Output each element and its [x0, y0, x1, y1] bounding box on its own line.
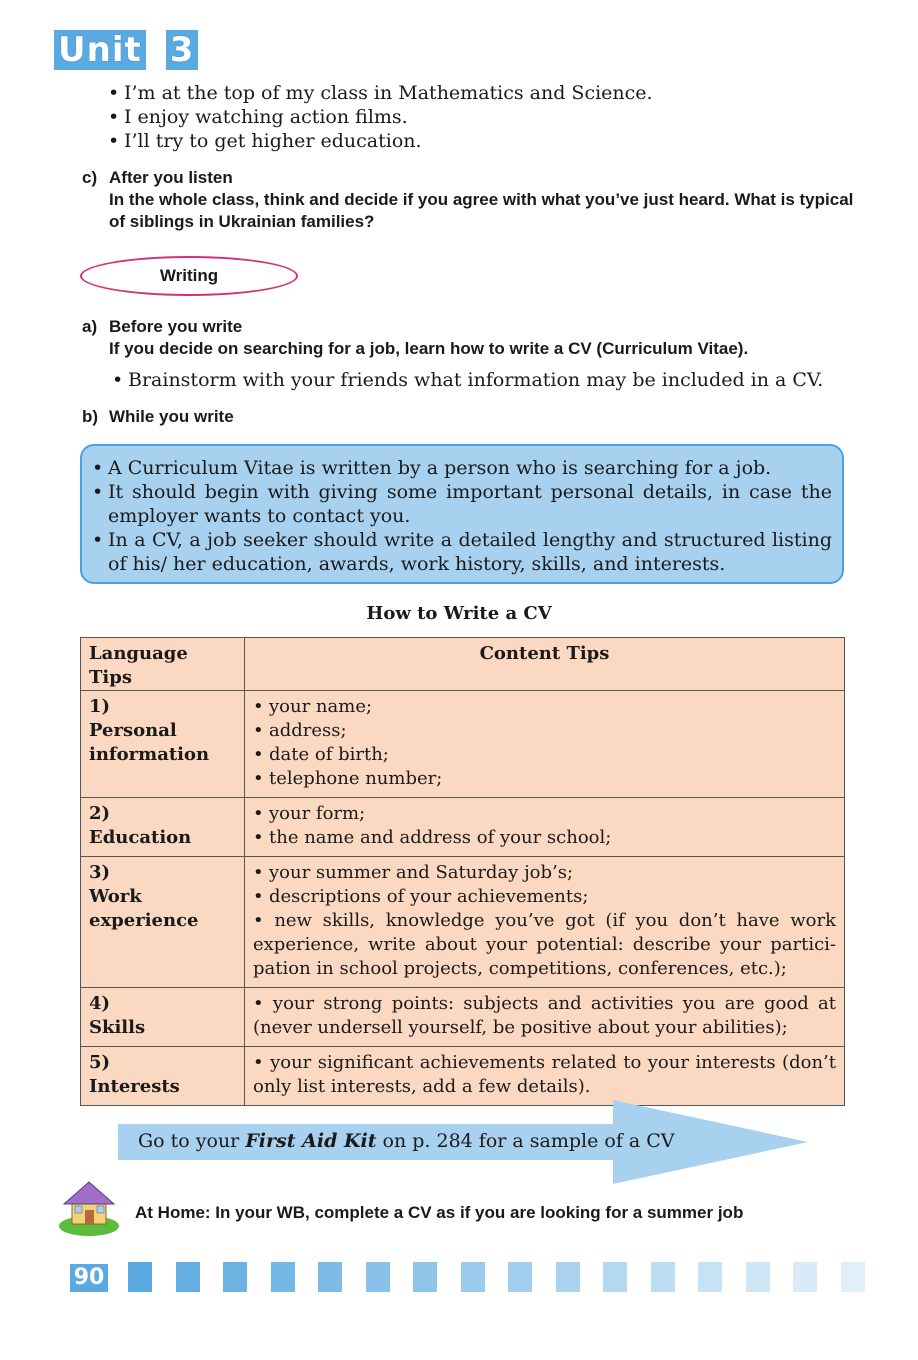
footer-square — [223, 1262, 247, 1292]
cv-tips-table — [80, 637, 845, 1106]
footer-square — [176, 1262, 200, 1292]
row-label: Personal information — [89, 720, 210, 765]
footer-square — [508, 1262, 532, 1292]
list-item: • your name; — [253, 695, 836, 719]
footer-square — [461, 1262, 485, 1292]
note-prefix: Go to your — [138, 1130, 246, 1152]
list-item: • your form; — [253, 802, 836, 826]
footer-square — [556, 1262, 580, 1292]
list-item: • the name and address of your school; — [253, 826, 836, 850]
footer-square — [271, 1262, 295, 1292]
row-content-cell — [245, 857, 845, 988]
footer-square — [698, 1262, 722, 1292]
row-content-cell — [245, 1047, 845, 1106]
row-number: 5) — [89, 1052, 111, 1073]
table-row — [81, 691, 845, 798]
section-text: If you decide on searching for a job, learn how to write a CV (Curriculum Vitae). — [109, 339, 749, 358]
at-home-task: At Home: In your WB, complete a CV as if you are looking for a summer job — [135, 1203, 744, 1222]
column-header-content-tips: Content Tips — [245, 638, 845, 691]
row-label: Skills — [89, 1017, 146, 1038]
table-row — [81, 988, 845, 1047]
list-item: • telephone number; — [253, 767, 836, 791]
list-item-wrapped: • your significant achievements related to your interests (don’t only list interests, add a few details). — [253, 1052, 836, 1097]
section-title: After you listen — [109, 168, 233, 187]
footer-square — [841, 1262, 865, 1292]
row-label-cell — [81, 988, 245, 1047]
list-item: • I’ll try to get higher education. — [108, 129, 653, 153]
list-item: • your summer and Saturday job’s; — [253, 861, 836, 885]
row-label: Interests — [89, 1076, 180, 1097]
note-emphasis: First Aid Kit — [245, 1130, 377, 1152]
writing-label: Writing — [159, 266, 219, 285]
unit-label: Unit — [54, 30, 146, 70]
page-number: 90 — [70, 1264, 108, 1292]
list-item: • Brainstorm with your friends what information may be included in a CV. — [112, 368, 823, 392]
list-item: • It should begin with giving some important personal details, in case the employer wants to contact you. — [92, 480, 832, 528]
row-number: 3) — [89, 862, 111, 883]
unit-number: 3 — [166, 30, 199, 70]
list-item: • I enjoy watching action films. — [108, 105, 653, 129]
unit-header — [54, 30, 198, 70]
footer-square — [603, 1262, 627, 1292]
writing-heading — [80, 256, 298, 296]
table-title: How to Write a CV — [366, 603, 552, 624]
footer-square — [793, 1262, 817, 1292]
row-label-cell — [81, 857, 245, 988]
section-marker: a) — [82, 317, 98, 336]
footer-square — [413, 1262, 437, 1292]
section-text: In the whole class, think and decide if you agree with what you’ve just heard. What is typical of siblings in Ukrainian families? — [109, 190, 854, 231]
section-marker: c) — [82, 168, 98, 187]
footer-square — [651, 1262, 675, 1292]
list-item: • I’m at the top of my class in Mathematics and Science. — [108, 81, 653, 105]
footer-square — [318, 1262, 342, 1292]
row-number: 4) — [89, 993, 111, 1014]
section-title: While you write — [109, 407, 234, 426]
row-label-cell — [81, 1047, 245, 1106]
list-item: • descriptions of your achievements; — [253, 885, 836, 909]
row-content-cell — [245, 691, 845, 798]
table-header-row — [81, 638, 845, 691]
row-label-cell — [81, 798, 245, 857]
row-label-cell — [81, 691, 245, 798]
table-row — [81, 1047, 845, 1106]
footer-square — [128, 1262, 152, 1292]
section-marker: b) — [82, 407, 99, 426]
footer-square — [366, 1262, 390, 1292]
house-icon — [56, 1176, 122, 1238]
section-title: Before you write — [109, 317, 243, 336]
list-item-wrapped: • new skills, knowledge you’ve got (if you don’t have work experience, write about your potential: describe your partici-pation in school projects, competitions, conferences, etc.); — [253, 910, 836, 979]
list-item: • address; — [253, 719, 836, 743]
note-suffix: on p. 284 for a sample of a CV — [376, 1130, 675, 1152]
column-header-language-tips: Language Tips — [81, 638, 245, 691]
first-aid-kit-note — [138, 1128, 675, 1154]
brainstorm-list — [112, 368, 823, 392]
section-a — [82, 316, 852, 360]
row-label: Education — [89, 827, 192, 848]
row-content-cell — [245, 988, 845, 1047]
table-row — [81, 857, 845, 988]
row-label: Work experience — [89, 886, 199, 931]
row-number: 2) — [89, 803, 111, 824]
row-number: 1) — [89, 696, 111, 717]
footer-square — [746, 1262, 770, 1292]
info-list — [92, 456, 832, 576]
row-content-cell — [245, 798, 845, 857]
list-item: • A Curriculum Vitae is written by a person who is searching for a job. — [92, 456, 832, 480]
table-row — [81, 798, 845, 857]
section-c — [82, 167, 852, 233]
top-bullet-list — [108, 81, 653, 153]
footer-decoration — [128, 1262, 888, 1292]
info-box — [80, 444, 844, 584]
list-item: • In a CV, a job seeker should write a detailed lengthy and structured listing of his/ her education, awards, work history, skills, and interests. — [92, 528, 832, 576]
section-b — [82, 406, 234, 428]
list-item-wrapped: • your strong points: subjects and activities you are good at (never undersell yourself, be positive about your abilities); — [253, 993, 836, 1038]
list-item: • date of birth; — [253, 743, 836, 767]
